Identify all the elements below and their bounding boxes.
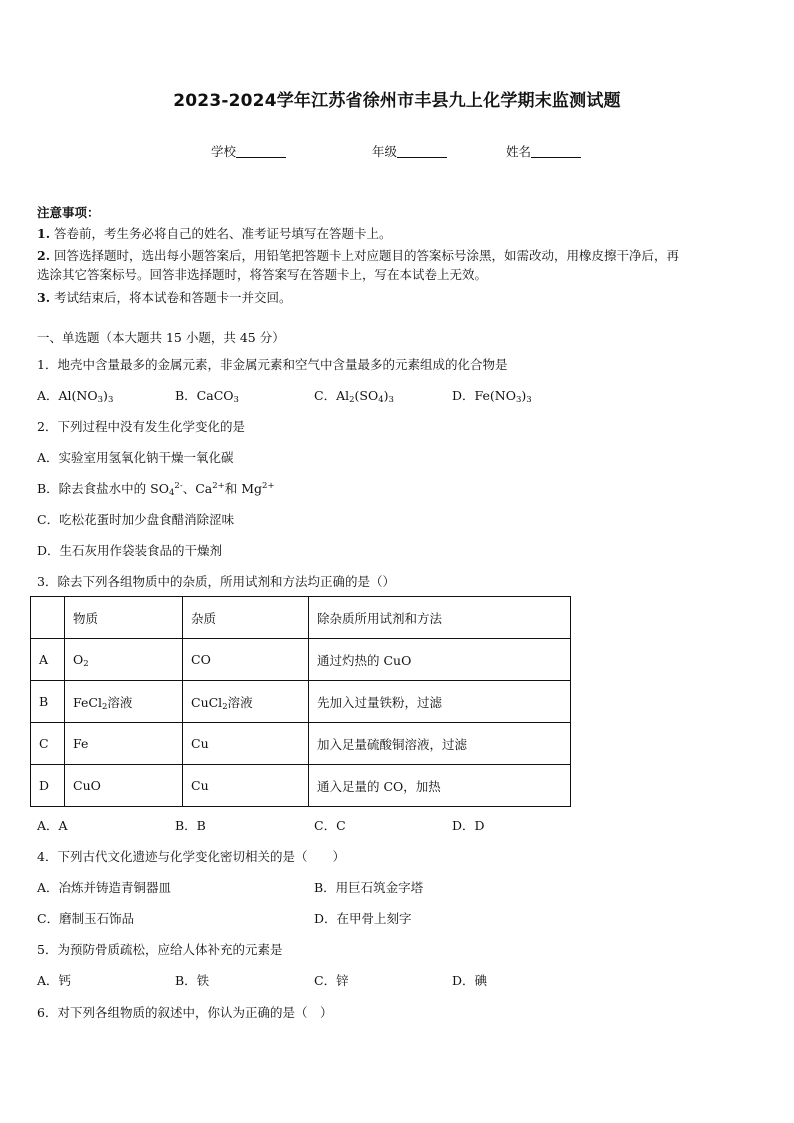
impurity-cell: Cu [183,765,309,807]
school-label: 学校 [211,144,237,159]
table-header-cell: 物质 [65,597,183,639]
q4-stem: 4．下列古代文化遗迹与化学变化密切相关的是（ ） [37,849,345,864]
row-label: D [31,765,65,807]
q6-stem: 6．对下列各组物质的叙述中，你认为正确的是（ ） [37,1005,333,1020]
notice-item-3-text: 考试结束后，将本试卷和答题卡一并交回。 [54,290,292,305]
table-header-cell [31,597,65,639]
q1-stem: 1．地壳中含量最多的金属元素，非金属元素和空气中含量最多的元素组成的化合物是 [37,357,508,372]
q2-option-c: C．吃松花蛋时加少盘食醋消除涩味 [37,512,235,527]
table-header-cell: 杂质 [183,597,309,639]
notice-item-3-num: 3. [37,290,51,305]
q1-option-c: C．$Al_2(SO_4)_3$ [314,388,394,405]
name-label: 姓名 [506,144,532,159]
q3-option-c: C．C [314,818,346,833]
grade-blank[interactable] [397,145,447,158]
notice-item-2-cont: 选涂其它答案标号。回答非选择题时，将答案写在答题卡上，写在本试卷上无效。 [37,267,488,282]
table-header-cell: 除杂质所用试剂和方法 [309,597,571,639]
notice-item-1-text: 答卷前，考生务必将自己的姓名、准考证号填写在答题卡上。 [54,226,392,241]
q1-option-d: D．$Fe(NO_3)_3$ [452,388,532,405]
impurity-cell: Cu [183,723,309,765]
q4-option-b: B．用巨石筑金字塔 [314,880,424,895]
notice-item-3 [37,288,292,306]
school-blank[interactable] [236,145,286,158]
name-field [506,142,581,160]
q2-stem: 2．下列过程中没有发生化学变化的是 [37,419,245,434]
method-cell: 通过灼热的 CuO [309,639,571,681]
q1-option-b: B．CaCO$_3$ [175,388,239,405]
grade-label: 年级 [372,144,398,159]
notice-item-2 [37,246,679,264]
row-label: B [31,681,65,723]
q4-option-c: C．磨制玉石饰品 [37,911,135,926]
notice-item-2-text: 回答选择题时，选出每小题答案后，用铅笔把答题卡上对应题目的答案标号涂黑，如需改动，用橡皮擦干净后，再 [54,248,680,263]
method-cell: 加入足量硫酸铜溶液，过滤 [309,723,571,765]
method-cell: 先加入过量铁粉，过滤 [309,681,571,723]
q3-stem: 3．除去下列各组物质中的杂质，所用试剂和方法均正确的是（） [37,574,395,589]
notice-item-1 [37,224,392,242]
impurity-cell: CO [183,639,309,681]
section-heading: 一、单选题（本大题共 15 小题，共 45 分） [37,330,285,345]
row-label: C [31,723,65,765]
exam-title: 2023-2024学年江苏省徐州市丰县九上化学期末监测试题 [173,91,621,111]
q3-table [30,596,571,807]
table-row [31,723,571,765]
grade-field [372,142,447,160]
q5-option-c: C．锌 [314,973,349,988]
substance-cell: FeCl$_2$溶液 [65,681,183,723]
notice-heading: 注意事项： [37,205,100,220]
substance-cell: CuO [65,765,183,807]
notice-item-1-num: 1. [37,226,51,241]
table-row [31,765,571,807]
q5-option-d: D．碘 [452,973,488,988]
method-cell: 通入足量的 CO，加热 [309,765,571,807]
substance-cell: $O_2$ [65,639,183,681]
name-blank[interactable] [531,145,581,158]
q2-option-d: D．生石灰用作袋装食品的干燥剂 [37,543,223,558]
q2-option-b: B．除去食盐水中的 $SO_4^{2-}$、$Ca^{2+}$和 $Mg^{2+}$ [37,481,275,498]
table-row [31,639,571,681]
table-header-row [31,597,571,639]
impurity-cell: CuCl$_2$溶液 [183,681,309,723]
q2-option-a: A．实验室用氢氧化钠干燥一氧化碳 [37,450,234,465]
substance-cell: Fe [65,723,183,765]
school-field [211,142,286,160]
q4-option-a: A．冶炼并铸造青铜器皿 [37,880,172,895]
q3-option-d: D．D [452,818,485,833]
row-label: A [31,639,65,681]
q3-option-b: B．B [175,818,206,833]
notice-item-2-num: 2. [37,248,51,263]
q4-option-d: D．在甲骨上刻字 [314,911,412,926]
q3-option-a: A．A [37,818,68,833]
q1-option-a: A．$Al(NO_3)_3$ [37,388,114,405]
q5-option-a: A．钙 [37,973,72,988]
q5-stem: 5．为预防骨质疏松，应给人体补充的元素是 [37,942,283,957]
q5-option-b: B．铁 [175,973,210,988]
table-row [31,681,571,723]
